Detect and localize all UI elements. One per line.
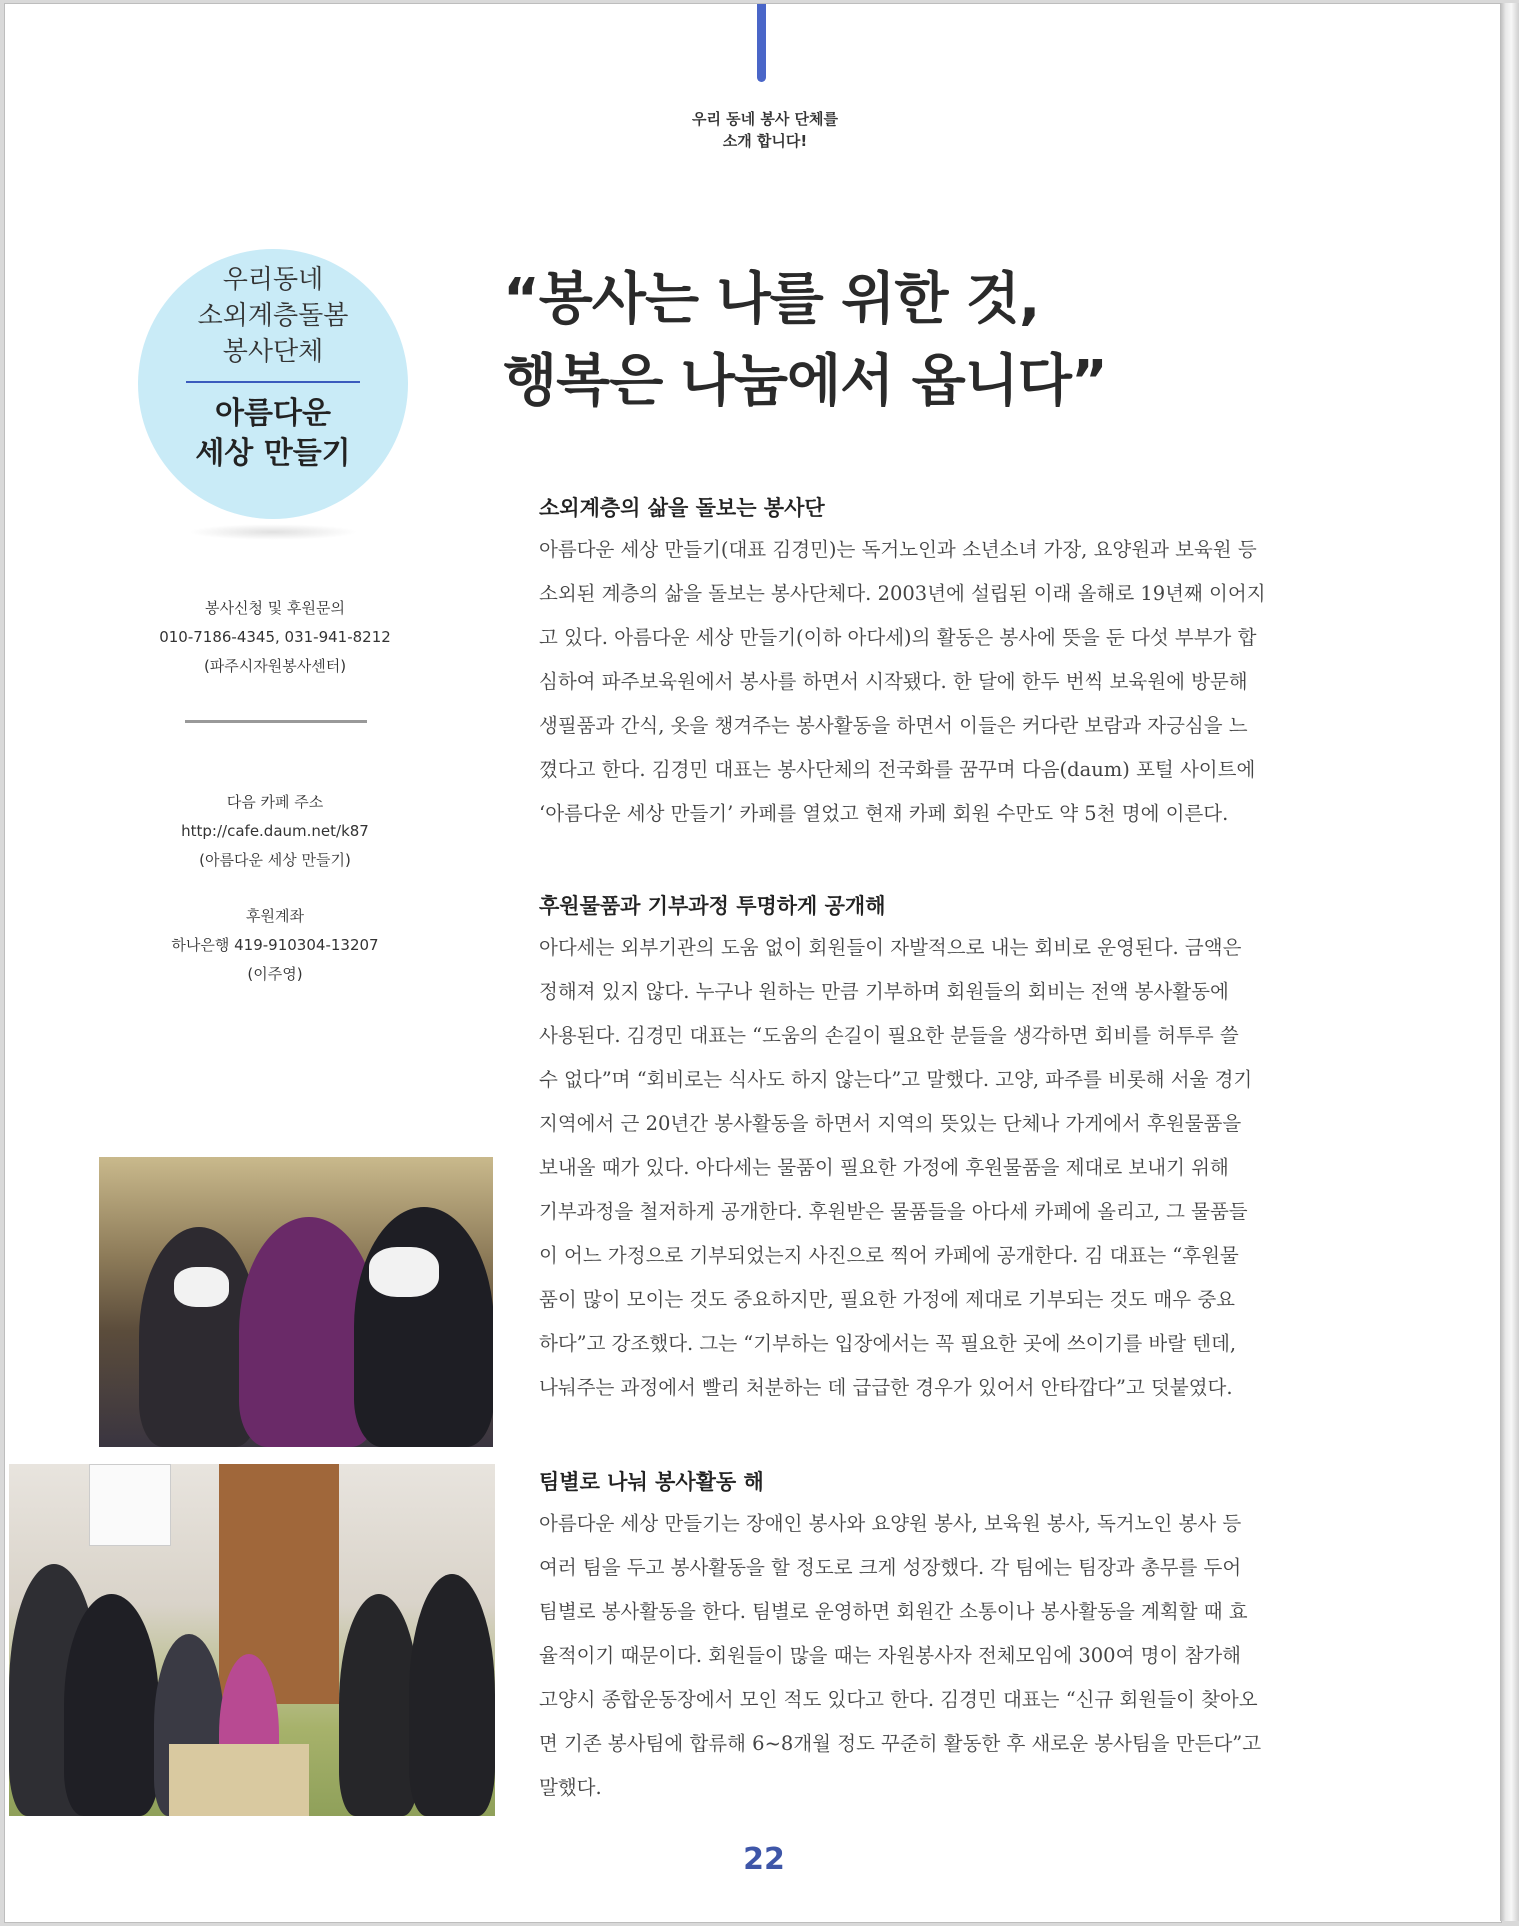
body-line: 아름다운 세상 만들기(대표 김경민)는 독거노인과 소년소녀 가장, 요양원과 보육원 등 (539, 538, 1257, 561)
badge-category-line2: 소외계층돌봄 (197, 301, 349, 331)
body-line: 보내올 때가 있다. 아다세는 물품이 필요한 가정에 후원물품을 제대로 보내기 위해 (539, 1156, 1229, 1179)
contact-org: (파주시자원봉사센터) (203, 657, 347, 675)
article-headline (503, 259, 1403, 423)
body-line: 품이 많이 모이는 것도 중요하지만, 필요한 가정에 제대로 기부되는 것도 매우 중요 (539, 1288, 1236, 1311)
body-line: 아름다운 세상 만들기는 장애인 봉사와 요양원 봉사, 보육원 봉사, 독거노인 봉사 등 (539, 1512, 1242, 1535)
body-line: 이 어느 가정으로 기부되었는지 사진으로 찍어 카페에 공개한다. 김 대표는 “후원물 (539, 1244, 1239, 1267)
contact-phones: 010-7186-4345, 031-941-8212 (159, 628, 391, 646)
account-holder: (이주영) (247, 965, 303, 983)
cafe-url: http://cafe.daum.net/k87 (181, 822, 369, 840)
page-number: 22 (743, 1842, 785, 1877)
section-label (565, 108, 965, 152)
body-line: 고양시 종합운동장에서 모인 적도 있다고 한다. 김경민 대표는 “신규 회원들이 찾아오 (539, 1688, 1258, 1711)
cafe-info (115, 788, 435, 875)
magazine-page (4, 3, 1502, 1923)
account-number: 하나은행 419-910304-13207 (171, 936, 379, 954)
body-line: 고 있다. 아름다운 세상 만들기(이하 아다세)의 활동은 봉사에 뜻을 둔 다섯 부부가 합 (539, 626, 1257, 649)
section-body-1 (539, 528, 1359, 836)
body-line: ‘아름다운 세상 만들기’ 카페를 열었고 현재 카페 회원 수만도 약 5천 명에 이른다. (539, 802, 1229, 825)
contact-info (115, 594, 435, 681)
badge-shadow (188, 524, 358, 540)
headline-line1: “봉사는 나를 위한 것, (503, 267, 1040, 332)
sidebar-divider (185, 720, 367, 723)
body-line: 면 기존 봉사팀에 합류해 6~8개월 정도 꾸준히 활동한 후 새로운 봉사팀을 만든다”고 (539, 1732, 1262, 1755)
body-line: 꼈다고 한다. 김경민 대표는 봉사단체의 전국화를 꿈꾸며 다음(daum) 포털 사이트에 (539, 758, 1256, 781)
body-line: 정해져 있지 않다. 누구나 원하는 만큼 기부하며 회원들의 회비는 전액 봉사활동에 (539, 980, 1229, 1003)
photo-volunteer-group (9, 1464, 495, 1816)
body-line: 말했다. (539, 1776, 602, 1799)
cafe-name: (아름다운 세상 만들기) (199, 851, 351, 869)
body-line: 심하여 파주보육원에서 봉사를 하면서 시작됐다. 한 달에 한두 번씩 보육원에 방문해 (539, 670, 1248, 693)
headline-line2: 행복은 나눔에서 옵니다” (503, 349, 1107, 414)
contact-label: 봉사신청 및 후원문의 (205, 599, 345, 617)
body-line: 팀별로 봉사활동을 한다. 팀별로 운영하면 회원간 소통이나 봉사활동을 계획할 때 효 (539, 1600, 1248, 1623)
badge-name-line1: 아름다운 (215, 396, 331, 431)
badge-category (138, 262, 408, 370)
photo-volunteers-with-elder (99, 1157, 493, 1447)
body-line: 지역에서 근 20년간 봉사활동을 하면서 지역의 뜻있는 단체나 가게에서 후원물품을 (539, 1112, 1242, 1135)
body-line: 여러 팀을 두고 봉사활동을 할 정도로 크게 성장했다. 각 팀에는 팀장과 총무를 두어 (539, 1556, 1242, 1579)
badge-org-name (138, 394, 408, 474)
body-line: 기부과정을 철저하게 공개한다. 후원받은 물품들을 아다세 카페에 올리고, 그 물품들 (539, 1200, 1248, 1223)
body-line: 생필품과 간식, 옷을 챙겨주는 봉사활동을 하면서 이들은 커다란 보람과 자긍심을 느 (539, 714, 1248, 737)
body-line: 수 없다”며 “회비로는 식사도 하지 않는다”고 말했다. 고양, 파주를 비롯해 서울 경기 (539, 1068, 1253, 1091)
body-line: 소외된 계층의 삶을 돌보는 봉사단체다. 2003년에 설립된 이래 올해로 19년째 이어지 (539, 582, 1266, 605)
section-heading-1: 소외계층의 삶을 돌보는 봉사단 (539, 496, 825, 520)
body-line: 아다세는 외부기관의 도움 없이 회원들이 자발적으로 내는 회비로 운영된다. 금액은 (539, 936, 1242, 959)
section-body-3 (539, 1502, 1359, 1810)
account-info (115, 902, 435, 989)
badge-divider (186, 381, 360, 383)
section-heading-2: 후원물품과 기부과정 투명하게 공개해 (539, 894, 886, 918)
section-body-2 (539, 926, 1359, 1410)
page-edge-shadow (1500, 3, 1519, 1921)
badge-category-line1: 우리동네 (222, 265, 324, 295)
organization-badge (138, 249, 408, 519)
body-line: 나눠주는 과정에서 빨리 처분하는 데 급급한 경우가 있어서 안타깝다”고 덧붙였다. (539, 1376, 1233, 1399)
badge-category-line3: 봉사단체 (222, 337, 324, 367)
section-label-line1: 우리 동네 봉사 단체를 (691, 110, 839, 128)
cafe-label: 다음 카페 주소 (226, 793, 324, 811)
body-line: 사용된다. 김경민 대표는 “도움의 손길이 필요한 분들을 생각하면 회비를 허투루 쓸 (539, 1024, 1239, 1047)
body-line: 율적이기 때문이다. 회원들이 많을 때는 자원봉사자 전체모임에 300여 명이 참가해 (539, 1644, 1241, 1667)
section-label-line2: 소개 합니다! (722, 132, 808, 150)
top-accent-bar (757, 4, 766, 82)
account-label: 후원계좌 (246, 907, 304, 925)
section-heading-3: 팀별로 나눠 봉사활동 해 (539, 1470, 764, 1494)
body-line: 하다”고 강조했다. 그는 “기부하는 입장에서는 꼭 필요한 곳에 쓰이기를 바랄 텐데, (539, 1332, 1237, 1355)
badge-name-line2: 세상 만들기 (195, 436, 351, 471)
